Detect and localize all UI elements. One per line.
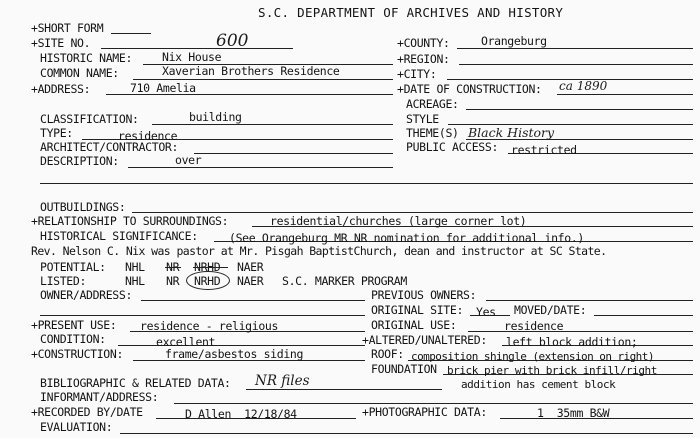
photographic-data-value: 1 35mm B&W bbox=[537, 406, 610, 420]
outbuildings-label: OUTBUILDINGS: bbox=[40, 200, 126, 214]
roof-value: composition shingle (extension on right) bbox=[411, 350, 654, 363]
historic-name-value: Nix House bbox=[162, 50, 222, 64]
previous-owners-label: PREVIOUS OWNERS: bbox=[371, 288, 477, 302]
region-label: +REGION: bbox=[397, 52, 450, 66]
style-label: STYLE bbox=[406, 112, 439, 126]
outbuildings-line bbox=[132, 212, 693, 213]
potential-label: POTENTIAL: bbox=[40, 260, 106, 274]
owner-address-label: OWNER/ADDRESS: bbox=[40, 288, 133, 302]
public-access-value: restricted bbox=[511, 143, 577, 157]
short-form-label: +SHORT FORM bbox=[31, 21, 104, 35]
foundation-label: FOUNDATION bbox=[371, 362, 437, 376]
listed-nrhd: NRHD bbox=[194, 274, 221, 288]
address-label: +ADDRESS: bbox=[31, 82, 91, 96]
recorded-by-value: D Allen 12/18/84 bbox=[185, 407, 297, 421]
description-value: over bbox=[175, 153, 202, 167]
type-label: TYPE: bbox=[40, 126, 73, 140]
condition-value: excellent bbox=[156, 335, 216, 349]
altered-label: +ALTERED/UNALTERED: bbox=[362, 333, 487, 347]
moved-date-label: MOVED/DATE: bbox=[514, 303, 587, 317]
date-of-construction-value: ca 1890 bbox=[559, 79, 608, 93]
original-site-value: Yes bbox=[476, 305, 496, 319]
type-value: residence bbox=[118, 129, 178, 143]
evaluation-line bbox=[120, 433, 693, 434]
acreage-line bbox=[466, 109, 693, 110]
county-label: +COUNTY: bbox=[397, 36, 450, 50]
architect-line bbox=[194, 153, 393, 154]
region-line bbox=[459, 64, 693, 65]
city-label: +CITY: bbox=[397, 67, 437, 81]
owner-address-line bbox=[141, 300, 365, 301]
foundation-value-2: addition has cement block bbox=[461, 378, 616, 391]
date-of-construction-line bbox=[557, 94, 693, 95]
date-of-construction-label: +DATE OF CONSTRUCTION: bbox=[397, 82, 542, 96]
recorded-by-label: +RECORDED BY/DATE bbox=[31, 405, 143, 419]
public-access-label: PUBLIC ACCESS: bbox=[406, 140, 499, 154]
photographic-data-label: +PHOTOGRAPHIC DATA: bbox=[362, 405, 487, 419]
informant-line bbox=[174, 403, 693, 404]
short-form-line bbox=[111, 33, 151, 34]
listed-naer: NAER bbox=[237, 274, 264, 288]
historical-significance-value: (See Orangeburg MR NR nomination for additional info.) bbox=[229, 231, 584, 245]
relationship-label: +RELATIONSHIP TO SURROUNDINGS: bbox=[31, 214, 229, 228]
acreage-label: ACREAGE: bbox=[406, 97, 459, 111]
original-use-line bbox=[468, 331, 693, 332]
potential-naer: NAER bbox=[237, 260, 264, 274]
previous-owners-line bbox=[486, 300, 693, 301]
bibliographic-label: BIBLIOGRAPHIC & RELATED DATA: bbox=[40, 376, 231, 390]
potential-nr: NR bbox=[166, 260, 180, 274]
moved-date-line bbox=[594, 315, 693, 316]
site-no-line bbox=[101, 48, 293, 49]
county-line bbox=[457, 48, 693, 49]
architect-label: ARCHITECT/CONTRACTOR: bbox=[40, 140, 179, 154]
present-use-label: +PRESENT USE: bbox=[31, 318, 117, 332]
description-line-2 bbox=[40, 183, 693, 184]
original-site-label: ORIGINAL SITE: bbox=[371, 303, 464, 317]
themes-label: THEME(S) bbox=[406, 126, 459, 140]
condition-label: CONDITION: bbox=[40, 332, 106, 346]
historic-name-label: HISTORIC NAME: bbox=[40, 51, 133, 65]
listed-nhl: NHL bbox=[125, 274, 145, 288]
original-use-value: residence bbox=[504, 319, 564, 333]
classification-line bbox=[152, 124, 393, 125]
common-name-label: COMMON NAME: bbox=[40, 66, 119, 80]
site-no-value: 600 bbox=[216, 31, 249, 51]
listed-nrhd-circle bbox=[186, 271, 230, 290]
owner-address-line-2 bbox=[40, 315, 365, 316]
foundation-value-1: brick pier with brick infill/right bbox=[447, 364, 657, 377]
construction-label: +CONSTRUCTION: bbox=[31, 347, 124, 361]
informant-label: INFORMANT/ADDRESS: bbox=[40, 390, 159, 404]
listed-nr: NR bbox=[166, 274, 180, 288]
listed-label: LISTED: bbox=[40, 274, 87, 288]
description-label: DESCRIPTION: bbox=[40, 154, 119, 168]
common-name-line bbox=[133, 79, 393, 80]
potential-nrhd-strike bbox=[193, 267, 228, 268]
roof-label: ROOF: bbox=[371, 347, 404, 361]
address-value: 710 Amelia bbox=[130, 81, 196, 95]
altered-value: left block addition; bbox=[506, 335, 638, 349]
description-line bbox=[128, 167, 393, 168]
potential-nrhd: NRHD bbox=[194, 260, 221, 274]
bibliographic-value: NR files bbox=[255, 373, 310, 389]
classification-value: building bbox=[189, 110, 242, 124]
evaluation-label: EVALUATION: bbox=[40, 420, 113, 434]
themes-value: Black History bbox=[468, 125, 555, 140]
county-value: Orangeburg bbox=[481, 34, 547, 48]
classification-label: CLASSIFICATION: bbox=[40, 112, 139, 126]
potential-nr-strike bbox=[165, 267, 181, 268]
relationship-value: residential/churches (large corner lot) bbox=[270, 214, 527, 228]
construction-value: frame/asbestos siding bbox=[165, 347, 304, 361]
common-name-value: Xaverian Brothers Residence bbox=[162, 64, 340, 78]
significance-note: Rev. Nelson C. Nix was pastor at Mr. Pisgah BaptistChurch, dean and instructor at SC State. bbox=[31, 244, 607, 258]
page-title: S.C. DEPARTMENT OF ARCHIVES AND HISTORY bbox=[258, 5, 564, 20]
site-no-label: +SITE NO. bbox=[31, 36, 91, 50]
historical-significance-label: HISTORICAL SIGNIFICANCE: bbox=[40, 229, 198, 243]
bibliographic-line bbox=[246, 389, 442, 390]
potential-nhl: NHL bbox=[125, 260, 145, 274]
sc-marker-program-label: S.C. MARKER PROGRAM bbox=[282, 274, 407, 288]
present-use-value: residence - religious bbox=[140, 319, 279, 333]
original-use-label: ORIGINAL USE: bbox=[371, 318, 457, 332]
